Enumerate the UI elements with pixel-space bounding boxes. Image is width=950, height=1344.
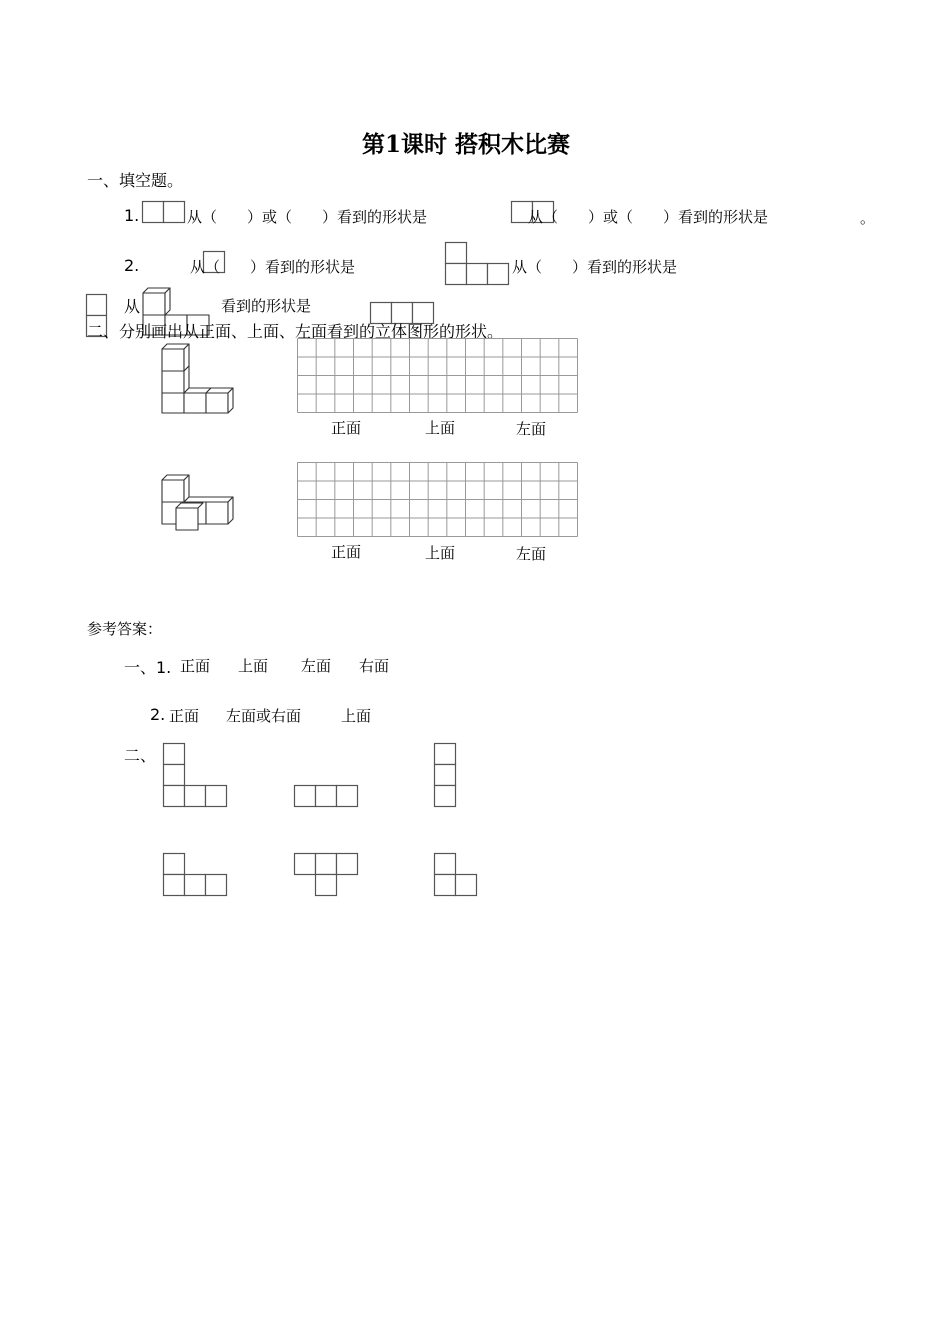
page-title: 第1课时 搭积木比赛	[362, 131, 571, 158]
answer-2-item-2: 左面或右面	[226, 707, 302, 725]
grid2-label-top: 上面	[425, 544, 456, 562]
answer-1-item-3: 左面	[301, 657, 332, 675]
grid1-label-left: 左面	[516, 420, 547, 438]
answer-2-prefix: 2.	[150, 705, 166, 724]
q2-number: 2.	[124, 256, 140, 275]
answer-top-view-1	[294, 785, 360, 809]
grid1-label-front: 正面	[331, 419, 362, 437]
answer-2-item-3: 上面	[341, 707, 372, 725]
q2-l-shape-figure	[445, 242, 511, 288]
grid1-label-top: 上面	[425, 419, 456, 437]
grid2-label-left: 左面	[516, 545, 547, 563]
answer-3-prefix: 二、	[124, 746, 157, 765]
section-2-heading: 二、分别画出从正面、上面、左面看到的立体图形的形状。	[87, 322, 504, 341]
answer-2-item-1: 正面	[169, 707, 200, 725]
q2-line3-suffix: 看到的形状是	[221, 297, 312, 315]
q1-question-b: 从（ ）或（ ）看到的形状是	[528, 208, 769, 226]
answers-heading: 参考答案：	[87, 620, 163, 638]
answer-front-view-2	[163, 853, 229, 898]
q1-end: 。	[860, 209, 876, 227]
q2-line3-prefix: 从	[124, 297, 141, 316]
solid-figure-2	[160, 474, 236, 532]
q1-question-a: 从（ ）或（ ）看到的形状是	[187, 208, 428, 226]
answer-grid-1	[297, 338, 579, 414]
q2-question-a: 从（ ）看到的形状是	[190, 258, 356, 276]
q2-question-b: 从（ ）看到的形状是	[512, 258, 678, 276]
answer-1-item-4: 右面	[359, 657, 390, 675]
section-1-heading: 一、填空题。	[87, 171, 184, 190]
answer-left-view-2	[434, 853, 480, 898]
answer-1-prefix: 一、1.	[124, 658, 172, 677]
solid-figure-1	[160, 343, 236, 415]
answer-front-view-1	[163, 743, 229, 809]
answer-top-view-2	[294, 853, 360, 898]
answer-1-item-1: 正面	[180, 657, 211, 675]
answer-left-view-1	[434, 743, 458, 809]
answer-grid-2	[297, 462, 579, 538]
q1-number: 1.	[124, 206, 140, 225]
answer-1-item-2: 上面	[238, 657, 269, 675]
q1-two-squares-figure	[142, 201, 190, 225]
grid2-label-front: 正面	[331, 543, 362, 561]
